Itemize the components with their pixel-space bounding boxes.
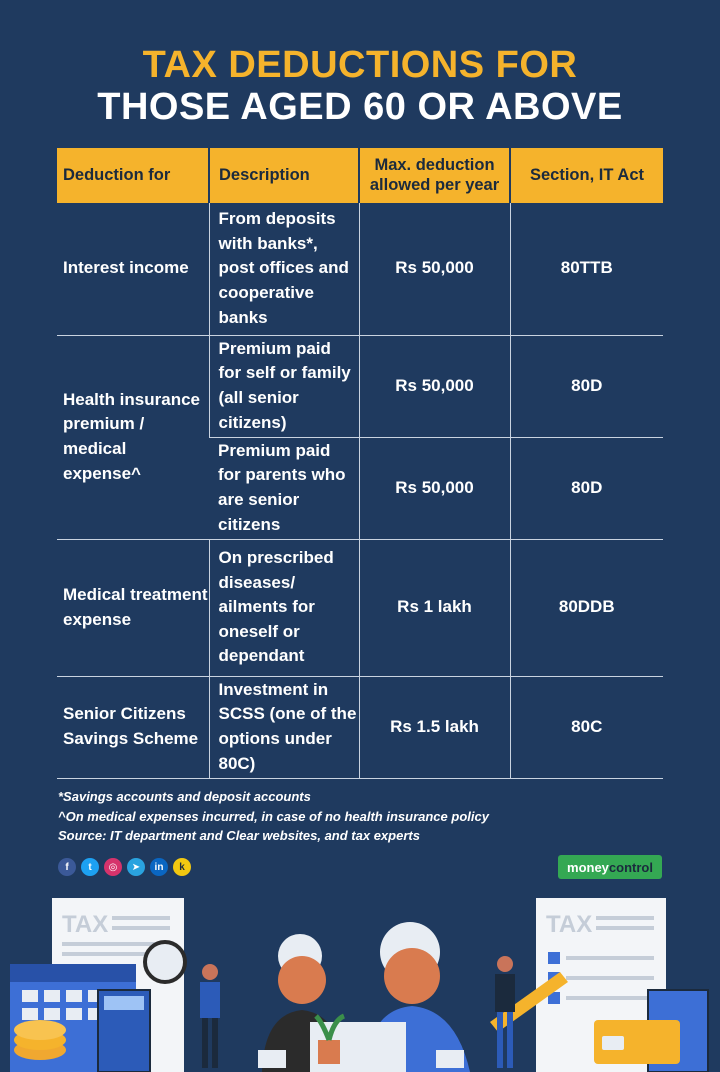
koo-icon[interactable]: k [173, 858, 191, 876]
grandfather-face [384, 948, 440, 1004]
telegram-icon[interactable]: ➤ [127, 858, 145, 876]
cell-section: 80D [510, 335, 663, 437]
logo-part-money: money [567, 859, 609, 875]
cell-description: Premium paid for parents who are senior citizens [209, 437, 359, 539]
cell-section: 80D [510, 437, 663, 539]
deductions-table [57, 148, 663, 779]
cell-deduction-for: Health insurance premium / medical expense^ [57, 335, 209, 539]
cell-description: Premium paid for self or family (all senior citizens) [209, 335, 359, 437]
cell-deduction-for: Interest income [57, 203, 209, 335]
moneycontrol-logo [558, 855, 662, 879]
cell-max-deduction: Rs 50,000 [359, 203, 510, 335]
cup-right-icon [436, 1050, 464, 1068]
header-max-deduction-label: Max. deduction allowed per year [369, 155, 500, 194]
cell-section: 80TTB [510, 203, 663, 335]
table-row [57, 676, 663, 778]
cell-description: From deposits with banks*, post offices and cooperative banks [209, 203, 359, 335]
person-left-icon [202, 964, 218, 980]
page-title [0, 46, 720, 128]
footnote-medical: ^On medical expenses incurred, in case of no health insurance policy [58, 808, 489, 824]
header-deduction-for: Deduction for [57, 148, 209, 203]
social-links [58, 858, 191, 876]
cell-section: 80DDB [510, 539, 663, 676]
cell-deduction-for: Medical treatment expense [57, 539, 209, 676]
title-line-2: THOSE AGED 60 OR ABOVE [97, 85, 623, 128]
tax-label-left: TAX [62, 911, 109, 938]
cell-max-deduction: Rs 50,000 [359, 335, 510, 437]
cell-deduction-for: Senior Citizens Savings Scheme [57, 676, 209, 778]
header-section: Section, IT Act [510, 148, 663, 203]
cell-max-deduction: Rs 1.5 lakh [359, 676, 510, 778]
twitter-icon[interactable]: t [81, 858, 99, 876]
cell-description: Investment in SCSS (one of the options under 80C) [209, 676, 359, 778]
person-right-icon [497, 956, 513, 972]
tax-label-right: TAX [546, 911, 593, 938]
cell-description: On prescribed diseases/ ailments for oneself or dependant [209, 539, 359, 676]
linkedin-icon[interactable]: in [150, 858, 168, 876]
plant-icon [318, 1040, 340, 1064]
source-note: Source: IT department and Clear websites, and tax experts [58, 828, 420, 843]
cell-section: 80C [510, 676, 663, 778]
magnifier-icon [145, 942, 185, 982]
table-row [57, 539, 663, 676]
cell-max-deduction: Rs 1 lakh [359, 539, 510, 676]
header-max-deduction [359, 148, 510, 203]
header-description: Description [209, 148, 359, 203]
cell-max-deduction: Rs 50,000 [359, 437, 510, 539]
facebook-icon[interactable]: f [58, 858, 76, 876]
table-row [57, 335, 663, 437]
table-header-row [57, 148, 663, 203]
title-line-1: TAX DEDUCTIONS FOR [142, 44, 578, 86]
seniors-tax-illustration [0, 890, 720, 1072]
cup-left-icon [258, 1050, 286, 1068]
instagram-icon[interactable]: ◎ [104, 858, 122, 876]
footnotes [58, 787, 678, 846]
logo-part-control: control [608, 859, 653, 875]
table-row [57, 203, 663, 335]
grandmother-face [278, 956, 326, 1004]
footnote-savings: *Savings accounts and deposit accounts [58, 789, 311, 804]
